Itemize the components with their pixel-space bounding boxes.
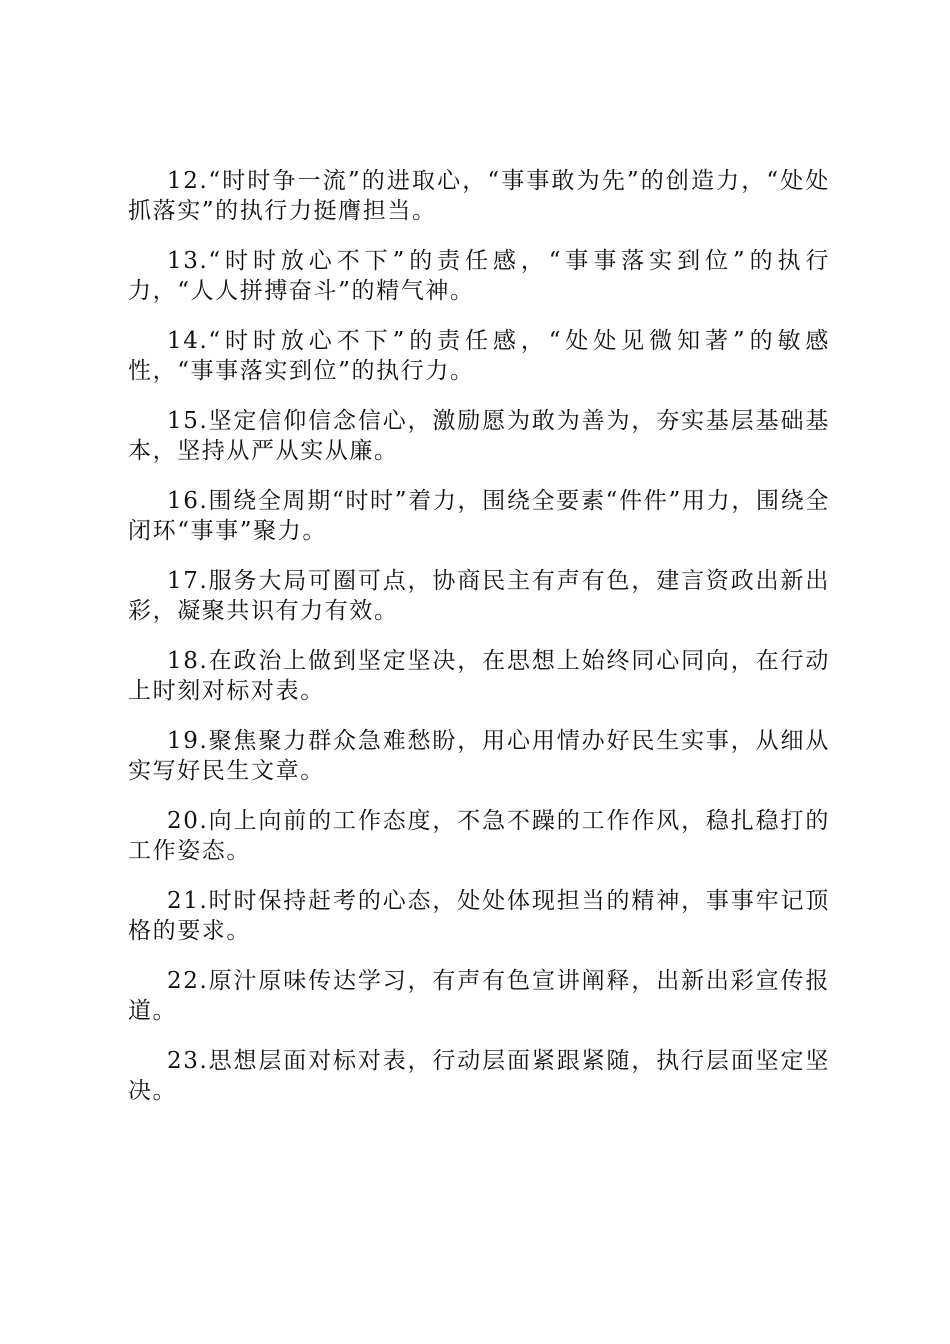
paragraph-18: 18.在政治上做到坚定坚决，在思想上始终同心同向，在行动上时刻对标对表。	[128, 648, 830, 704]
paragraph-23: 23.思想层面对标对表，行动层面紧跟紧随，执行层面坚定坚决。	[128, 1048, 830, 1104]
paragraph-20: 20.向上向前的工作态度，不急不躁的工作作风，稳扎稳打的工作姿态。	[128, 808, 830, 864]
paragraph-15: 15.坚定信仰信念信心，激励愿为敢为善为，夯实基层基础基本，坚持从严从实从廉。	[128, 408, 830, 464]
document-body	[128, 166, 830, 1126]
paragraph-19: 19.聚焦聚力群众急难愁盼，用心用情办好民生实事，从细从实写好民生文章。	[128, 728, 830, 784]
paragraph-17: 17.服务大局可圈可点，协商民主有声有色，建言资政出新出彩，凝聚共识有力有效。	[128, 568, 830, 624]
paragraph-14: 14.“时时放心不下”的责任感，“处处见微知著”的敏感性，“事事落实到位”的执行力。	[128, 328, 830, 384]
paragraph-13: 13.“时时放心不下”的责任感，“事事落实到位”的执行力，“人人拼搏奋斗”的精气神。	[128, 248, 830, 304]
paragraph-22: 22.原汁原味传达学习，有声有色宣讲阐释，出新出彩宣传报道。	[128, 968, 830, 1024]
paragraph-21: 21.时时保持赶考的心态，处处体现担当的精神，事事牢记顶格的要求。	[128, 888, 830, 944]
paragraph-12: 12.“时时争一流”的进取心，“事事敢为先”的创造力，“处处抓落实”的执行力挺膺担当。	[128, 168, 830, 224]
paragraph-16: 16.围绕全周期“时时”着力，围绕全要素“件件”用力，围绕全闭环“事事”聚力。	[128, 488, 830, 544]
